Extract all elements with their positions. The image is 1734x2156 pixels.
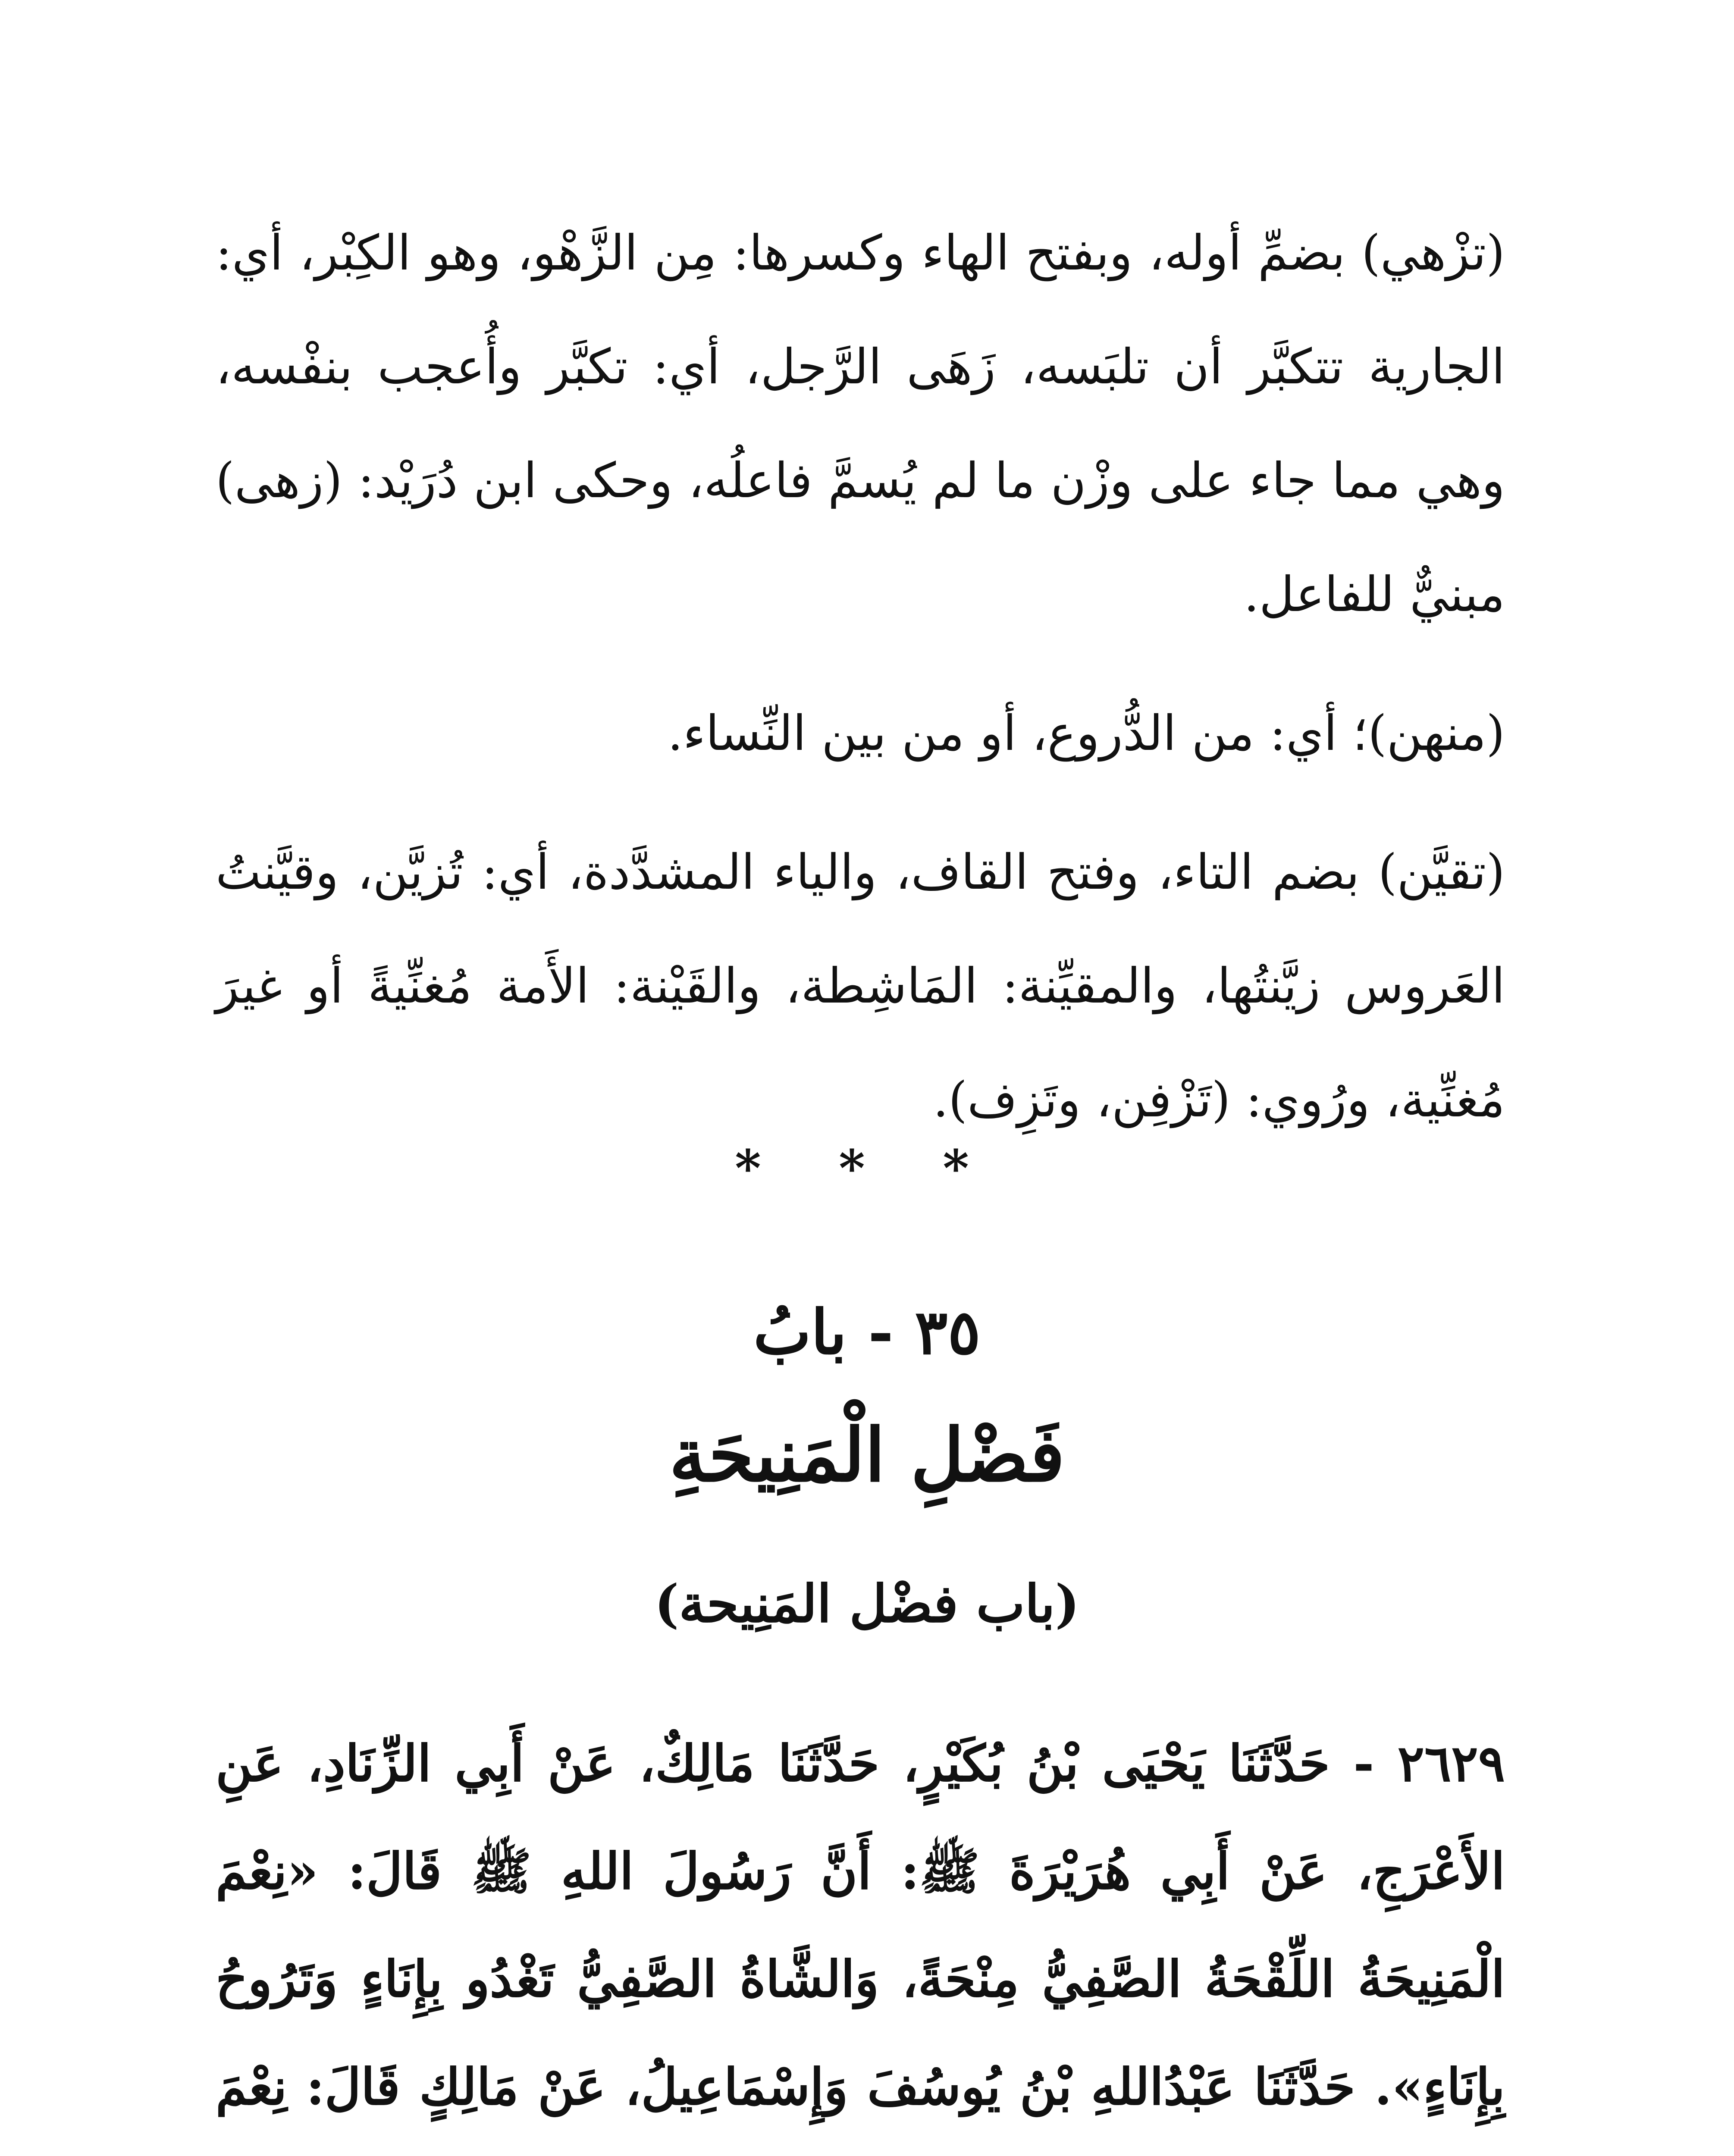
section-separator: * * * — [735, 1139, 999, 1198]
commentary-paragraph-minhunna: (منهن)؛ أي: من الدُّروع، أو من بين النِّساء. — [668, 705, 1505, 761]
hadith-text: ٢٦٢٩ - حَدَّثَنَا يَحْيَى بْنُ بُكَيْرٍ، حَدَّثَنَا مَالِكٌ، عَنْ أَبِي الزِّنَادِ، عَنِ الأَعْرَجِ، عَنْ أَبِي هُرَيْرَةَ ﷺ: أَنَّ رَسُولَ اللهِ ﷺ قَالَ: «نِعْمَ الْمَنِيحَةُ اللِّقْحَةُ الصَّفِيُّ مِنْحَةً، وَالشَّاةُ الصَّفِيُّ تَغْدُو بِإِنَاءٍ وَتَرُوحُ بِإِنَاءٍ». حَدَّثَنَا عَبْدُاللهِ بْنُ يُوسُفَ وَإِسْمَاعِيلُ، عَنْ مَالِكٍ قَالَ: نِعْمَ — [216, 1734, 1505, 2116]
commentary-section — [216, 196, 1505, 1182]
commentary-paragraph-taqayyan: (تقيَّن) بضم التاء، وفتح القاف، والياء المشدَّدة، أي: تُزيَّن، وقيَّنتُ العَروس زيَّنتُها، والمقيِّنة: المَاشِطة، والقَيْنة: الأَمة مُغنِّيةً أو غيرَ مُغنِّية، ورُوي: (تَزْفِن، وتَزِف). — [216, 844, 1505, 1128]
commentary-paragraph-tazhi: (تزْهي) بضمِّ أوله، وبفتح الهاء وكسرها: مِن الزَّهْو، وهو الكِبْر، أي: الجارية تتكبَّر أن تلبَسه، زَهَى الرَّجل، أي: تكبَّر وأُعجب بنفْسه، وهي مما جاء على وزْن ما لم يُسمَّ فاعلُه، وحكى ابن دُرَيْد: (زهى) مبنيٌّ للفاعل. — [216, 225, 1505, 623]
chapter-number: ٣٥ - بابُ — [753, 1297, 981, 1368]
chapter-title: فَضْلِ الْمَنِيحَةِ — [669, 1412, 1065, 1498]
chapter-subtitle: (باب فضْل المَنِيحة) — [654, 1573, 1080, 1634]
